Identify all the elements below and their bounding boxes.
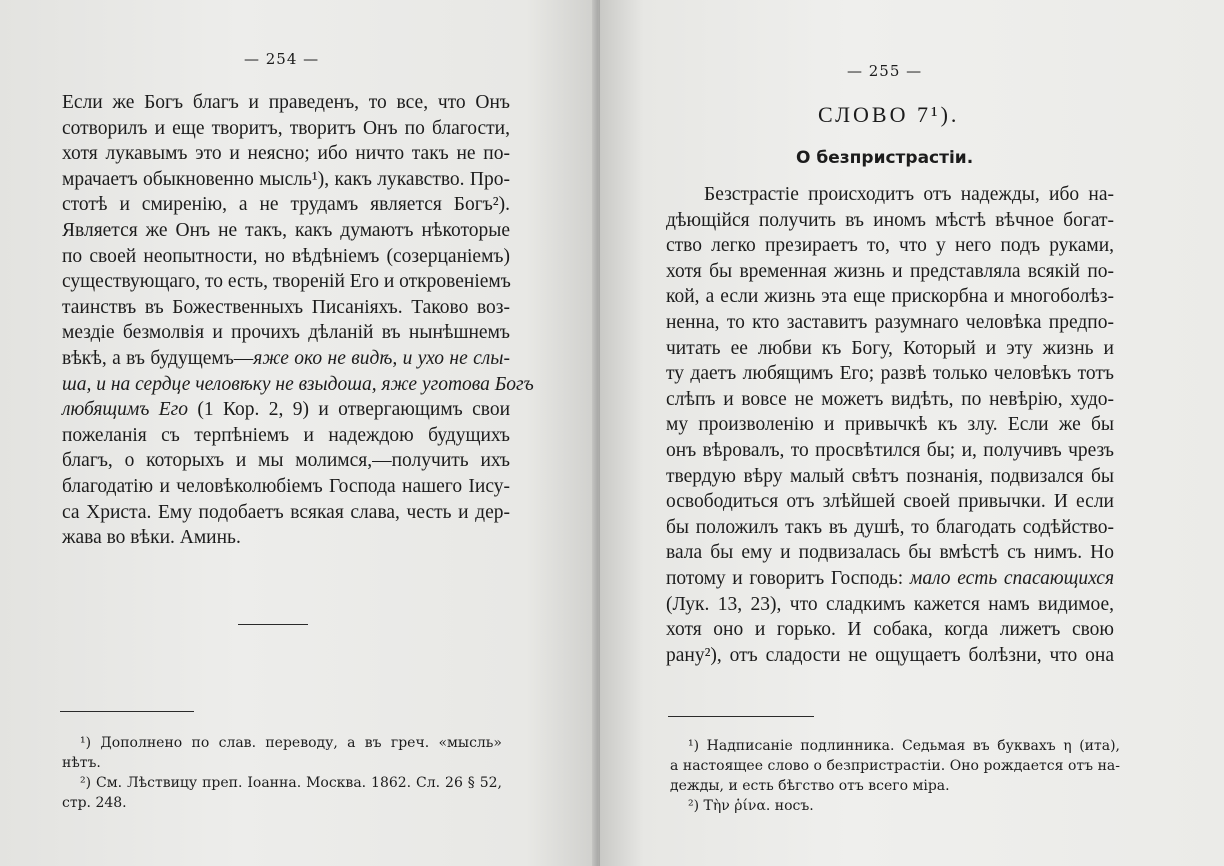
text-line [666,566,1114,592]
right-page [600,0,1224,866]
text-line: рану²), отъ сладости не ощущаетъ болѣзни, что она [666,644,1114,666]
text-line: читать ее любви къ Богу, Который и эту жизнь и [666,337,1114,359]
chapter-title: СЛОВО 7¹). [818,102,960,127]
text-line: ство легко презираетъ то, что у него подъ руками, [666,235,1114,257]
footnote-line: ²) Τὴν ῥίνα. носъ. [688,798,814,814]
page-number: — 255 — [847,62,923,80]
left-page [0,0,598,866]
footnote-line: дежды, и есть бѣгство отъ всего міра. [670,778,950,794]
text-line: хотя оно и горько. И собака, когда лижетъ свою [666,619,1114,641]
footnote-line: нѣтъ. [62,755,101,771]
page-number: — 254 — [244,50,320,68]
section-end-rule [238,624,308,625]
scripture-quote: яже око не видѣ, и ухо не слы- [253,347,510,369]
text-line: стотѣ и смиренію, а не трудамъ является Богъ²). [62,194,510,216]
body-text [62,90,534,551]
chapter-subtitle: О безпристрастіи. [796,148,974,168]
text-line: Является же Онъ не такъ, какъ думаютъ нѣкоторые [62,219,510,241]
body-text [666,182,1114,668]
text-line: хотя лукавымъ это и неясно; ибо ничто такъ не по- [62,143,510,165]
text-run: потому и говоритъ Господь: [666,567,904,589]
text-line: благодатію и человѣколюбіемъ Господа нашего Іису- [62,475,510,497]
text-line: благъ, о которыхъ и мы молимся,—получить ихъ [62,450,510,472]
footnote-rule [60,711,194,712]
text-line: существующаго, то есть, твореній Его и откровеніемъ [62,271,511,293]
text-line: жава во вѣки. Аминь. [62,527,241,549]
text-line: сотворилъ и еще творитъ, творитъ Онъ по благости, [62,117,510,139]
text-line [62,346,510,372]
text-line: му произволенію и привычкѣ къ злу. Если же бы [666,414,1114,436]
text-line: ту даетъ любящимъ Его; развѣ только человѣкъ тотъ [666,363,1114,385]
text-line: Безстрастіе происходитъ отъ надежды, ибо на- [704,184,1114,205]
text-run: (1 Кор. 2, 9) и отвергающимъ свои [197,399,511,421]
text-line: онъ вѣровалъ, то просвѣтился бы; и, получивъ чрезъ [666,439,1114,461]
text-line: твердую вѣру малый свѣтъ познанія, подвизался бы [666,465,1114,487]
footnote-line: ¹) Надписаніе подлинника. Седьмая въ буквахъ η (ита), [688,738,1120,754]
text-line [62,397,510,423]
text-line: Если же Богъ благъ и праведенъ, то все, что Онъ [62,92,510,113]
footnote-line: ²) См. Лѣствицу преп. Іоанна. Москва. 1862. Сл. 26 § 52, [80,775,502,791]
text-line: мрачаетъ обыкновенно мысль¹), какъ лукавство. Про- [62,168,510,190]
text-line: пожеланія съ терпѣніемъ и надеждою будущихъ [62,424,510,446]
scripture-quote: мало есть спасающихся [909,567,1115,589]
text-line: по своей неопытности, но вѣдѣніемъ (созерцаніемъ) [62,245,510,267]
text-line: мездіе безмолвія и прочихъ дѣланій въ нынѣшнемъ [62,322,510,344]
footnote-line: ¹) Дополнено по слав. переводу, а въ греч. «мысль» [80,735,502,751]
text-line: хотя бы временная жизнь и представляла всякій по- [666,260,1114,282]
text-line: (Лук. 13, 23), что сладкимъ кажется намъ видимое, [666,593,1114,615]
scripture-quote: любящимъ Его [62,399,189,421]
text-line: вала бы ему и подвизалась бы вмѣстѣ съ нимъ. Но [666,542,1114,564]
text-line: освободиться отъ злѣйшей своей привычки. И если [666,491,1114,513]
text-line [62,372,534,398]
text-line: таинствъ въ Божественныхъ Писаніяхъ. Таково воз- [62,296,510,318]
footnotes [670,736,1120,816]
text-line: слѣпъ и вовсе не можетъ видѣть, по невѣрію, худо- [666,388,1114,410]
footnote-line: а настоящее слово о безпристрастіи. Оно рождается отъ на- [670,758,1120,774]
text-line: бы положилъ такъ въ душѣ, то благодать содѣйство- [666,516,1114,538]
text-run: вѣкѣ, а въ будущемъ— [62,347,254,369]
text-line: са Христа. Ему подобаетъ всякая слава, честь и дер- [62,501,510,523]
footnote-line: стр. 248. [62,795,127,811]
scripture-quote: ша, и на сердце человѣку не взыдоша, яже уготова Богъ [62,373,534,395]
footnotes [62,733,502,813]
text-line: дѣющійся получить въ иномъ мѣстѣ вѣчное богат- [666,209,1114,231]
text-line: кой, а если жизнь эта еще прискорбна и многоболѣз- [666,286,1114,308]
text-line: ненна, то кто заставитъ разумнаго человѣка предпо- [666,311,1114,333]
footnote-rule [668,716,814,717]
